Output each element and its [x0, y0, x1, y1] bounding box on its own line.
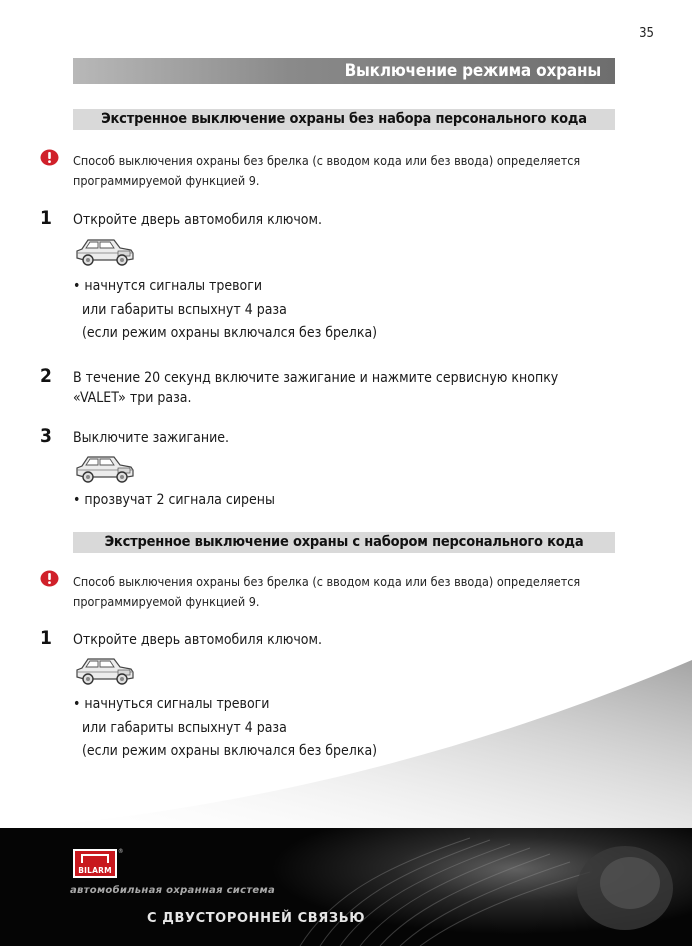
result-line: (если режим охраны включался без брелка): [82, 743, 378, 759]
note-line: программируемой функцией 9.: [73, 173, 260, 188]
section-heading-with-code: Экстренное выключение охраны с набором персонального кода: [73, 532, 615, 553]
section-heading-without-code: Экстренное выключение охраны без набора персонального кода: [73, 109, 615, 130]
decorative-swoosh: [0, 640, 692, 830]
result-line: или габариты вспыхнут 4 раза: [82, 719, 287, 736]
footer-banner: [0, 828, 692, 946]
step-results: [73, 275, 377, 346]
result-line: • начнутся сигналы тревоги: [73, 278, 263, 294]
logo-brand-text: BILARM: [78, 866, 112, 875]
step-text-line: В течение 20 секунд включите зажигание и нажмите сервисную кнопку: [73, 370, 559, 386]
registered-mark: ®: [118, 848, 124, 855]
car-icon: [74, 453, 136, 485]
step-number: 1: [40, 627, 52, 649]
step-text: Выключите зажигание.: [73, 430, 230, 446]
step-text: Откройте дверь автомобиля ключом.: [73, 632, 323, 648]
note-line: Способ выключения охраны без брелка (с вводом кода или без ввода) определяется: [73, 153, 581, 168]
logo-arch: [81, 854, 109, 863]
page-title: Выключение режима охраны: [73, 58, 615, 84]
result-line: или габариты вспыхнут 4 раза: [82, 301, 287, 318]
note-text: [73, 572, 623, 612]
step-number: 2: [40, 365, 52, 387]
note-text: [73, 151, 623, 191]
step-text: Откройте дверь автомобиля ключом.: [73, 212, 323, 228]
step-text: [73, 368, 618, 408]
note-line: Способ выключения охраны без брелка (с вводом кода или без ввода) определяется: [73, 574, 581, 589]
step-number: 1: [40, 207, 52, 229]
page-number: 35: [639, 26, 654, 41]
warning-icon: [40, 149, 59, 166]
result-line: • прозвучат 2 сигнала сирены: [73, 492, 275, 508]
bilarm-logo: [73, 849, 117, 878]
warning-icon: [40, 570, 59, 587]
result-line: (если режим охраны включался без брелка): [82, 325, 378, 341]
footer-tagline-strong: С ДВУСТОРОННЕЙ СВЯЗЬЮ: [147, 911, 366, 926]
result-line: • начнуться сигналы тревоги: [73, 696, 270, 712]
step-number: 3: [40, 425, 52, 447]
step-text-line: «VALET» три раза.: [73, 390, 192, 406]
step-results: [73, 489, 275, 513]
footer-tagline: автомобильная охранная система: [70, 885, 276, 896]
note-line: программируемой функцией 9.: [73, 594, 260, 609]
car-icon: [74, 236, 136, 268]
